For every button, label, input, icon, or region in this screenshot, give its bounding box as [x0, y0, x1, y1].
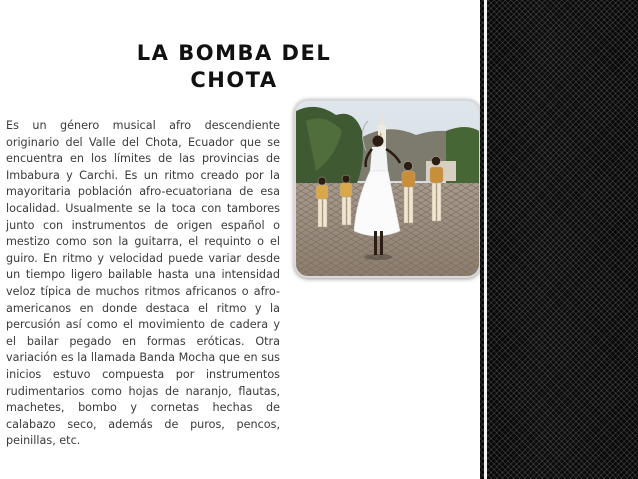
side-panel-divider: [484, 0, 487, 479]
dancers-photo: [294, 99, 481, 278]
slide-title-line-2: CHOTA: [190, 68, 278, 92]
body-paragraph: Es un género musical afro descendiente originario del Valle del Chota, Ecuador que se encuentra en los límites de las provincias de Imbabura y Carchi. Es un ritmo creado por la mayoritaria población afro-ecuatoriana de esa localidad. Usualmente se la toca con tambores junto con instrumentos de origen español o mestizo como son la guitarra, el requinto o el guiro. En ritmo y velocidad puede variar desde un tiempo ligero bailable hasta una intensidad veloz típica de muchos ritmos africanos o afro-americanos en donde destaca el ritmo y la percusión así como el movimiento de cadera y el bailar pegado en formas eróticas. Otra variación es la llamada Banda Mocha que en sus inicios estuvo compuesta por instrumentos rudimentarios como hojas de naranjo, flautas, machetes, bombo y cornetas hechas de calabazo seco, además de puros, pencos, peinillas, etc.: [6, 119, 280, 448]
slide-title: [120, 40, 348, 94]
slide-title-line-1: LA BOMBA DEL: [136, 41, 332, 65]
dancers-photo-illustration: [296, 101, 479, 276]
decorative-side-panel: [480, 0, 638, 479]
